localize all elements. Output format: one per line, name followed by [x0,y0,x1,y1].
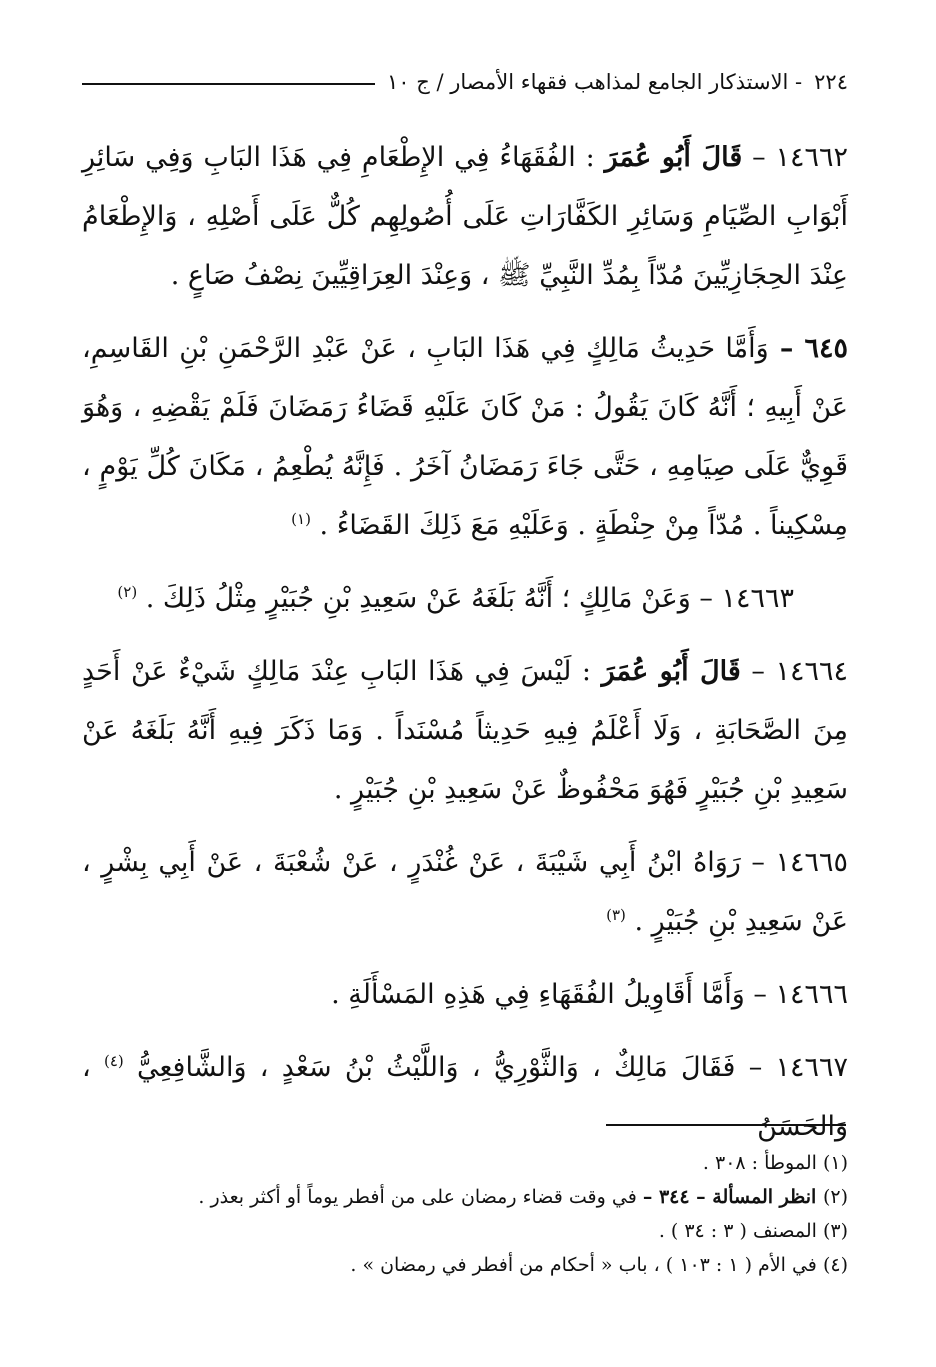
book-title: - الاستذكار الجامع لمذاهب فقهاء الأمصار / ج ١٠ [387,70,803,94]
paragraph-text: وَأَمَّا حَدِيثُ مَالِكٍ فِي هَذَا البَابِ ، عَنْ عَبْدِ الرَّحْمَنِ بْنِ القَاسِمِ، عَنْ أَبِيهِ ؛ أَنَّهُ كَانَ يَقُولُ : مَنْ كَانَ عَلَيْهِ قَضَاءُ رَمَضَانَ فَلَمْ يَقْضِهِ ، وَهُوَ قَوِيٌّ عَلَى صِيَامِهِ ، حَتَّى جَاءَ رَمَضَانُ آخَرُ . فَإِنَّهُ يُطْعِمُ ، مَكَانَ كُلِّ يَوْمٍ ، مِسْكِيناً . مُدّاً مِنْ حِنْطَةٍ . وَعَلَيْهِ مَعَ ذَلِكَ القَضَاءُ . [82,333,848,541]
paragraph-14664 [82,642,848,819]
paragraph-14665 [82,833,848,951]
footnote-cross-reference: انظر المسألة – ٣٤٤ – [642,1186,823,1208]
footnote-3 [82,1214,848,1248]
footnote-mark: (٣) [822,1220,848,1242]
footnotes [82,1146,848,1282]
paragraph-645 [82,319,848,555]
footnote-reference: (٣) [606,906,626,924]
footnote-2 [82,1180,848,1214]
paragraph-number: ١٤٦٦٣ [721,583,794,614]
paragraph-number: ١٤٦٦٧ [775,1052,848,1083]
paragraph-dash: – [742,142,776,173]
paragraph-continuation: ، وَالحَسَنُ [82,1052,848,1142]
footnote-separator [606,1124,846,1126]
paragraph-dash: – [740,656,776,687]
paragraph-number: ١٤٦٦٦ [775,979,848,1010]
footnote-text: الموطأ : ٣٠٨ . [702,1152,823,1174]
footnote-mark: (٤) [822,1254,848,1276]
paragraph-number: ١٤٦٦٥ [775,847,849,878]
footnote-reference: (٤) [103,1052,124,1070]
paragraph-14667 [82,1038,848,1156]
speaker-label: قَالَ أَبُو عُمَرَ [601,656,741,687]
main-text [82,128,848,1156]
speaker-label: قَالَ أَبُو عُمَرَ [604,142,743,173]
paragraph-dash: – [690,583,722,614]
paragraph-text: : لَيْسَ فِي هَذَا البَابِ عِنْدَ مَالِكٍ شَيْءٌ عَنْ أَحَدٍ مِنَ الصَّحَابَةِ ، وَلَا أَعْلَمُ فِيهِ حَدِيثاً مُسْنَداً . وَمَا ذَكَرَ فِيهِ أَنَّهُ بَلَغَهُ عَنْ سَعِيدِ بْنِ جُبَيْرٍ فَهُوَ مَحْفُوظٌ عَنْ سَعِيدِ بْنِ جُبَيْرٍ . [82,656,848,805]
paragraph-dash: – [744,979,776,1010]
footnote-reference: (٢) [117,583,138,601]
paragraph-number: ١٤٦٦٢ [775,142,848,173]
paragraph-text: وَعَنْ مَالِكٍ ؛ أَنَّهُ بَلَغَهُ عَنْ سَعِيدِ بْنِ جُبَيْرٍ مِثْلُ ذَلِكَ . [145,583,691,614]
paragraph-14663 [82,569,848,628]
paragraph-number: ١٤٦٦٤ [775,656,848,687]
paragraph-text: : الفُقَهَاءُ فِي الإِطْعَامِ فِي هَذَا البَابِ وَفِي سَائِرِ أَبْوَابِ الصِّيَامِ وَسَائِرِ الكَفَّارَاتِ عَلَى أُصُولِهِم كُلٌّ عَلَى أَصْلِهِ ، وَالإِطْعَامُ عِنْدَ الحِجَازِيِّينَ مُدّاً بِمُدِّ النَّبِيِّ ﷺ ، وَعِنْدَ العِرَاقِيِّينَ نِصْفُ صَاعٍ . [82,142,848,291]
paragraph-text: وَأَمَّا أَقَاوِيلُ الفُقَهَاءِ فِي هَذِهِ المَسْأَلَةِ . [331,979,745,1010]
paragraph-text: فَقَالَ مَالِكٌ ، وَالثَّوْرِيُّ ، وَاللَّيْثُ بْنُ سَعْدٍ ، وَالشَّافِعِيُّ [137,1052,736,1083]
paragraph-dash: – [768,333,805,364]
footnote-text: المصنف ( ٣ : ٣٤ ) . [658,1220,823,1242]
footnote-mark: (٢) [822,1186,848,1208]
paragraph-14662 [82,128,848,305]
page-number: ٢٢٤ [814,70,848,94]
footnote-mark: (١) [822,1152,848,1174]
paragraph-dash: – [740,847,776,878]
footnote-4 [82,1248,848,1282]
paragraph-14666 [82,965,848,1024]
footnote-text: في الأم ( ١ : ١٠٣ ) ، باب « أحكام من أفطر في رمضان » . [350,1254,823,1276]
running-header [82,60,848,104]
paragraph-dash: – [735,1052,776,1083]
header-rule [82,83,375,85]
footnote-reference: (١) [291,510,311,528]
paragraph-text: رَوَاهُ ابْنُ أَبِي شَيْبَةَ ، عَنْ غُنْدَرٍ ، عَنْ شُعْبَةَ ، عَنْ أَبِي بِشْرٍ ، عَنْ سَعِيدِ بْنِ جُبَيْرٍ . [82,847,848,937]
hadith-number: ٦٤٥ [804,333,848,364]
footnote-text: في وقت قضاء رمضان على من أفطر يوماً أو أكثر بعذر . [198,1186,643,1208]
footnote-1 [82,1146,848,1180]
